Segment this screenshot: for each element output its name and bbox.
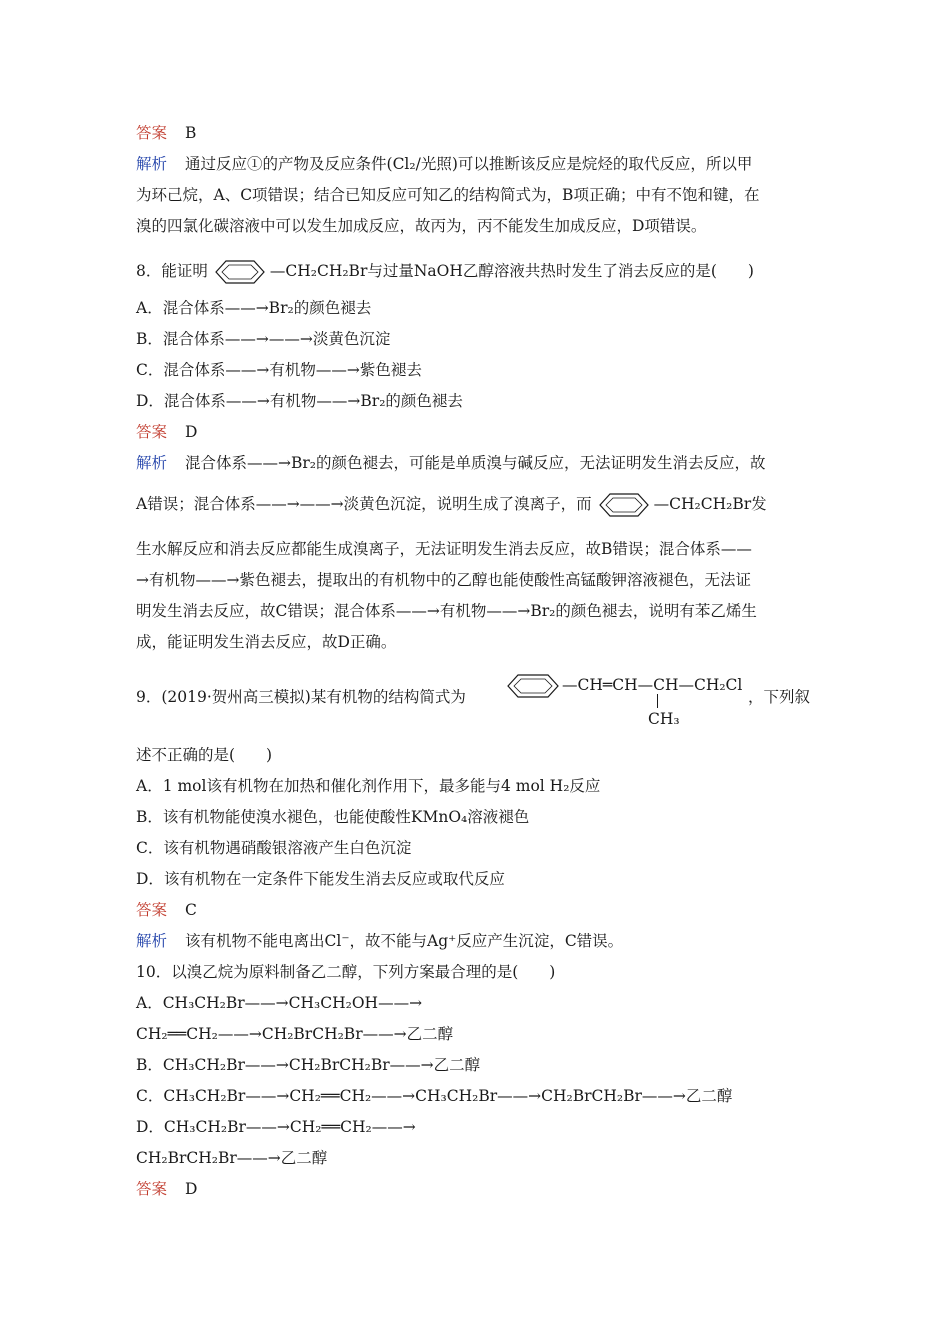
- answer-label: 答案: [136, 423, 168, 441]
- q8-option-d: D．混合体系——→有机物——→Br₂的颜色褪去: [136, 392, 463, 410]
- q8-analysis-line-6: 成，能证明发生消去反应，故D正确。: [136, 633, 397, 651]
- q10-line-a-cont: CH₂══CH₂——→CH₂BrCH₂Br——→乙二醇: [136, 1025, 454, 1043]
- q8-analysis-text-1: 混合体系——→Br₂的颜色褪去，可能是单质溴与碱反应，无法证明发生消去反应，故: [185, 454, 766, 472]
- q10-line-d: D．CH₃CH₂Br——→CH₂══CH₂——→: [136, 1118, 416, 1136]
- benzene-ring-icon: [592, 490, 654, 520]
- analysis-label: 解析: [136, 155, 168, 173]
- q8-structure: —CH₂CH₂Br: [269, 262, 368, 280]
- answer-label: 答案: [136, 901, 168, 919]
- q9-branch-bond: [657, 694, 658, 708]
- benzene-ring-icon: [208, 257, 270, 287]
- q9-option-d: D．该有机物在一定条件下能发生消去反应或取代反应: [136, 870, 505, 888]
- q8-analysis-2-pre: A错误；混合体系——→——→淡黄色沉淀，说明生成了溴离子，而: [136, 495, 592, 513]
- q7-analysis-text-1: 通过反应①的产物及反应条件(Cl₂/光照)可以推断该反应是烷烃的取代反应，所以甲: [185, 155, 753, 173]
- q8-option-a: A．混合体系——→Br₂的颜色褪去: [136, 299, 372, 317]
- q7-answer: B: [185, 124, 197, 142]
- q8-analysis-line-4: →有机物——→紫色褪去，提取出的有机物中的乙醇也能使酸性高锰酸钾溶液褪色，无法证: [136, 571, 751, 589]
- q10-answer: D: [185, 1180, 198, 1198]
- q9-answer: C: [185, 901, 197, 919]
- q9-answer-line: [136, 899, 197, 921]
- q8-analysis-2-struct: —CH₂CH₂Br: [653, 495, 752, 513]
- q9-prefix: 9．(2019·贺州高三模拟)某有机物的结构简式为: [136, 688, 466, 706]
- q9-suffix: ，下列叙: [748, 688, 811, 706]
- q8-answer: D: [185, 423, 198, 441]
- q9-analysis-text: 该有机物不能电离出Cl⁻，故不能与Ag⁺反应产生沉淀，C错误。: [185, 932, 624, 950]
- q10-line-d-cont: CH₂BrCH₂Br——→乙二醇: [136, 1149, 328, 1167]
- q10-line-c: C．CH₃CH₂Br——→CH₂══CH₂——→CH₃CH₂Br——→CH₂BrCH₂Br——→乙二醇: [136, 1087, 733, 1105]
- q8-option-b: B．混合体系——→——→淡黄色沉淀: [136, 330, 391, 348]
- q7-analysis-line-1: [136, 153, 752, 175]
- q8-prefix: 8．能证明: [136, 262, 208, 280]
- q8-answer-line: [136, 421, 197, 443]
- q9-structure-main: —CH═CH—CH—CH₂Cl: [562, 676, 743, 694]
- q7-analysis-line-3: 溴的四氯化碳溶液中可以发生加成反应，故丙为，丙不能发生加成反应，D项错误。: [136, 217, 707, 235]
- q8-analysis-2-post: 发: [751, 495, 767, 513]
- q10-line-b: B．CH₃CH₂Br——→CH₂BrCH₂Br——→乙二醇: [136, 1056, 481, 1074]
- q8-analysis-line-1: [136, 452, 766, 474]
- analysis-label: 解析: [136, 454, 168, 472]
- q9-structure-branch: CH₃: [648, 710, 680, 728]
- q9-stem-line-2: 述不正确的是( ): [136, 746, 273, 764]
- q10-answer-line: [136, 1178, 197, 1200]
- q8-option-c: C．混合体系——→有机物——→紫色褪去: [136, 361, 422, 379]
- q9-option-b: B．该有机物能使溴水褪色，也能使酸性KMnO₄溶液褪色: [136, 808, 530, 826]
- q8-analysis-line-3: 生水解反应和消去反应都能生成溴离子，无法证明发生消去反应，故B错误；混合体系——: [136, 540, 752, 558]
- answer-label: 答案: [136, 1180, 168, 1198]
- q8-analysis-line-2: [136, 490, 767, 520]
- q10-stem: 10．以溴乙烷为原料制备乙二醇，下列方案最合理的是( ): [136, 963, 556, 981]
- q9-option-a: A．1 mol该有机物在加热和催化剂作用下，最多能与4 mol H₂反应: [136, 777, 601, 795]
- q7-answer-line: [136, 122, 196, 144]
- q8-analysis-line-5: 明发生消去反应，故C错误；混合体系——→有机物——→Br₂的颜色褪去，说明有苯乙烯生: [136, 602, 757, 620]
- q7-analysis-line-2: 为环己烷，A、C项错误；结合已知反应可知乙的结构简式为，B项正确；中有不饱和键，在: [136, 186, 760, 204]
- q10-line-a: A．CH₃CH₂Br——→CH₃CH₂OH——→: [136, 994, 423, 1012]
- analysis-label: 解析: [136, 932, 168, 950]
- q9-stem: [136, 686, 466, 708]
- q8-stem: [136, 257, 754, 287]
- q9-option-c: C．该有机物遇硝酸银溶液产生白色沉淀: [136, 839, 412, 857]
- q8-suffix: 与过量NaOH乙醇溶液共热时发生了消去反应的是( ): [367, 262, 754, 280]
- answer-label: 答案: [136, 124, 168, 142]
- benzene-ring-icon: [500, 671, 566, 701]
- q9-analysis-line: [136, 930, 623, 952]
